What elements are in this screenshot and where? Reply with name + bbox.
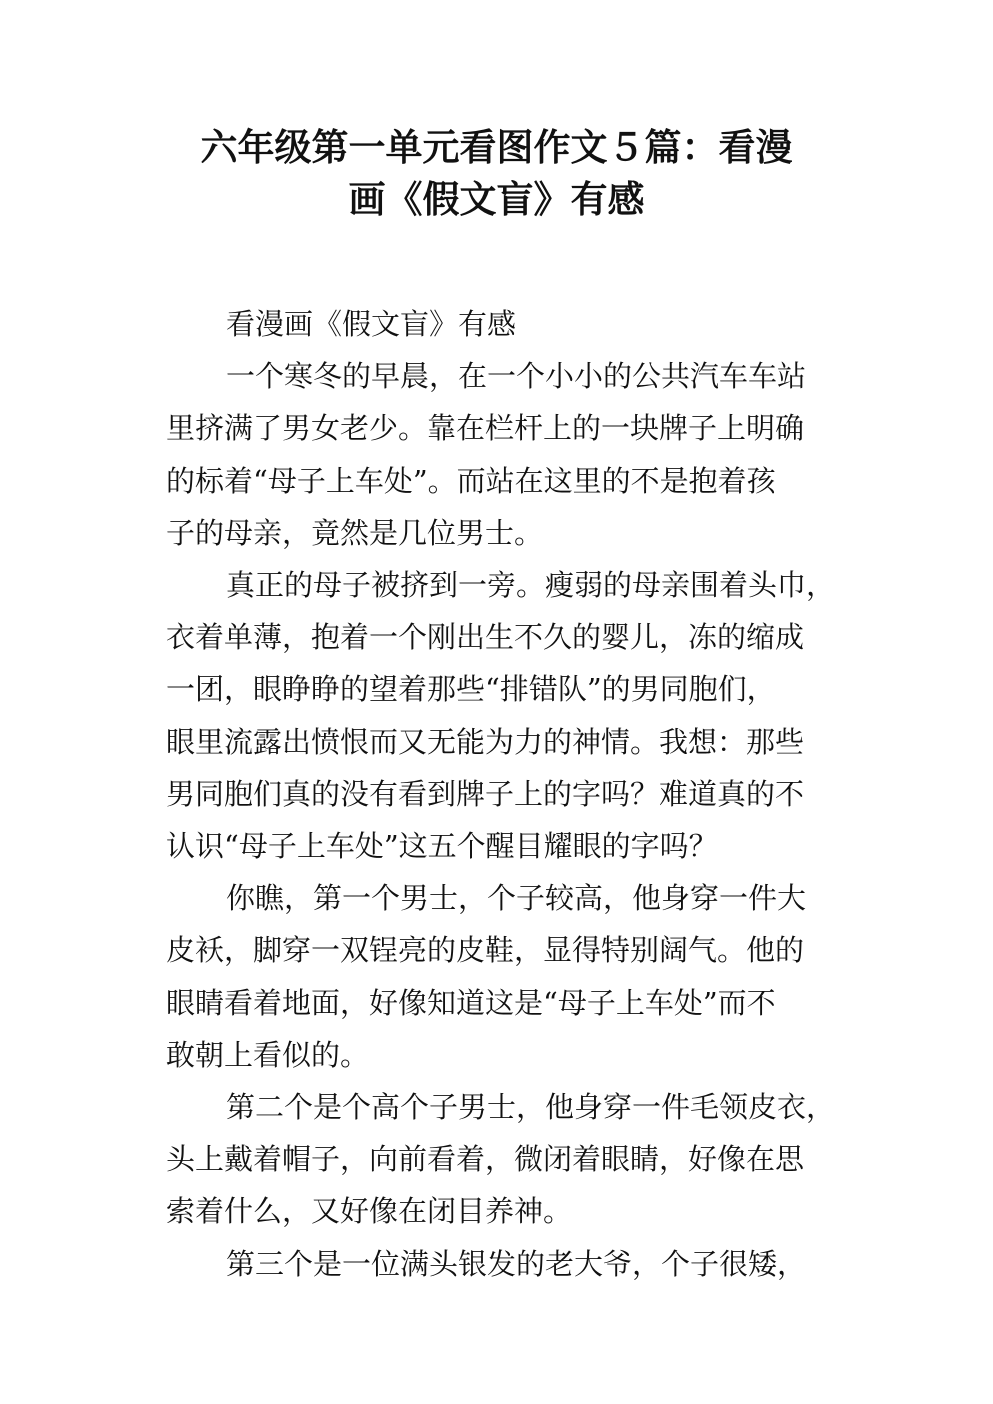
paragraph-line: 一团，眼睁睁的望着那些“排错队”的男同胞们，	[166, 672, 776, 707]
paragraph-line: 衣着单薄，抱着一个刚出生不久的婴儿，冻的缩成	[166, 620, 805, 655]
subtitle-paragraph	[166, 298, 832, 350]
paragraph-line: 一个寒冬的早晨，在一个小小的公共汽车车站	[226, 359, 807, 394]
paragraph-line: 眼睛看着地面，好像知道这是“母子上车处”而不	[166, 985, 776, 1020]
paragraph	[166, 1238, 832, 1290]
paragraph-line: 男同胞们真的没有看到牌子上的字吗？难道真的不	[166, 776, 805, 811]
paragraph-line: 看漫画《假文盲》有感	[226, 307, 517, 341]
paragraph-line: 敢朝上看似的。	[166, 1037, 370, 1072]
paragraph-line: 子的母亲，竟然是几位男士。	[166, 515, 544, 550]
paragraph	[166, 559, 836, 872]
document-title	[150, 122, 843, 226]
document-body	[166, 298, 836, 1290]
paragraph-line: 的标着“母子上车处”。而站在这里的不是抱着孩	[166, 463, 776, 498]
paragraph-line: 头上戴着帽子，向前看着，微闭着眼睛，好像在思	[166, 1142, 805, 1177]
paragraph	[166, 872, 832, 1081]
paragraph-line: 里挤满了男女老少。靠在栏杆上的一块牌子上明确	[166, 411, 805, 446]
title-line: 六年级第一单元看图作文５篇：看漫	[200, 126, 793, 169]
paragraph-line: 第三个是一位满头银发的老大爷，个子很矮，	[226, 1246, 807, 1281]
paragraph-line: 第二个是个高个子男士，他身穿一件毛领皮衣，	[226, 1090, 836, 1125]
paragraph	[166, 1081, 836, 1238]
paragraph-line: 认识“母子上车处”这五个醒目耀眼的字吗？	[166, 829, 718, 864]
paragraph-line: 真正的母子被挤到一旁。瘦弱的母亲围着头巾，	[226, 568, 836, 603]
paragraph-line: 你瞧，第一个男士，个子较高，他身穿一件大	[226, 881, 807, 916]
title-line: 画《假文盲》有感	[348, 178, 645, 221]
paragraph-line: 皮袄，脚穿一双锃亮的皮鞋，显得特别阔气。他的	[166, 933, 805, 968]
paragraph-line: 索着什么，又好像在闭目养神。	[166, 1194, 573, 1229]
paragraph-line: 眼里流露出愤恨而又无能为力的神情。我想：那些	[166, 724, 805, 759]
paragraph	[166, 350, 832, 559]
